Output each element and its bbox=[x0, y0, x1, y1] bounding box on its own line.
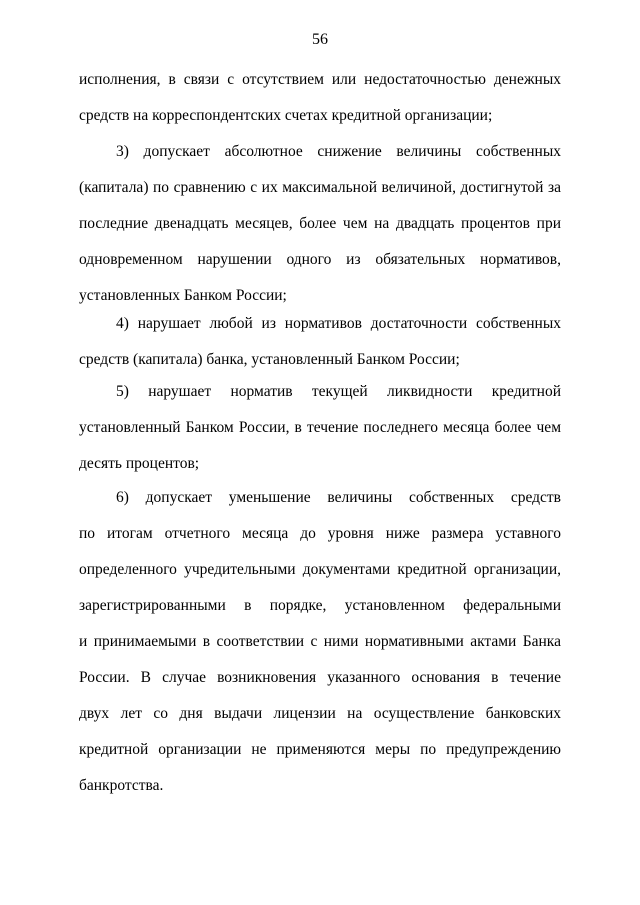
text-line: (капитала) по сравнению с их максимальной величиной, достигнутой за bbox=[79, 179, 561, 196]
text-line: 4) нарушает любой из нормативов достаточности собственных bbox=[116, 315, 561, 332]
paragraph-item-4 bbox=[79, 306, 561, 378]
text-line: России. В случае возникновения указанного основания в течение bbox=[79, 669, 561, 686]
text-line: банкротства. bbox=[79, 777, 164, 794]
text-line: по итогам отчетного месяца до уровня ниже размера уставного bbox=[79, 525, 561, 542]
text-line: 6) допускает уменьшение величины собственных средств bbox=[116, 489, 561, 506]
text-line: последние двенадцать месяцев, более чем на двадцать процентов при bbox=[79, 215, 561, 232]
text-line: двух лет со дня выдачи лицензии на осуществление банковских bbox=[79, 705, 561, 722]
text-line: средств на корреспондентских счетах кредитной организации; bbox=[79, 107, 493, 124]
paragraph-continuation bbox=[79, 62, 561, 134]
text-line: исполнения, в связи с отсутствием или недостаточностью денежных bbox=[79, 71, 561, 88]
paragraph-item-3 bbox=[79, 134, 561, 314]
text-line: 5) нарушает норматив текущей ликвидности кредитной bbox=[116, 383, 561, 400]
text-line: 3) допускает абсолютное снижение величины собственных bbox=[116, 143, 561, 160]
text-line: десять процентов; bbox=[79, 455, 200, 472]
text-line: зарегистрированными в порядке, установленном федеральными bbox=[79, 597, 561, 614]
text-line: и принимаемыми в соответствии с ними нормативными актами Банка bbox=[79, 633, 561, 650]
paragraph-item-5 bbox=[79, 374, 561, 482]
text-line: средств (капитала) банка, установленный Банком России; bbox=[79, 351, 460, 368]
text-line: одновременном нарушении одного из обязательных нормативов, bbox=[79, 251, 561, 268]
text-line: установленный Банком России, в течение последнего месяца более чем bbox=[79, 419, 561, 436]
page-number: 56 bbox=[312, 31, 328, 48]
text-line: определенного учредительными документами кредитной организации, bbox=[79, 561, 561, 578]
text-line: кредитной организации не применяются меры по предупреждению bbox=[79, 741, 561, 758]
paragraph-item-6 bbox=[79, 480, 561, 804]
text-line: установленных Банком России; bbox=[79, 287, 287, 304]
